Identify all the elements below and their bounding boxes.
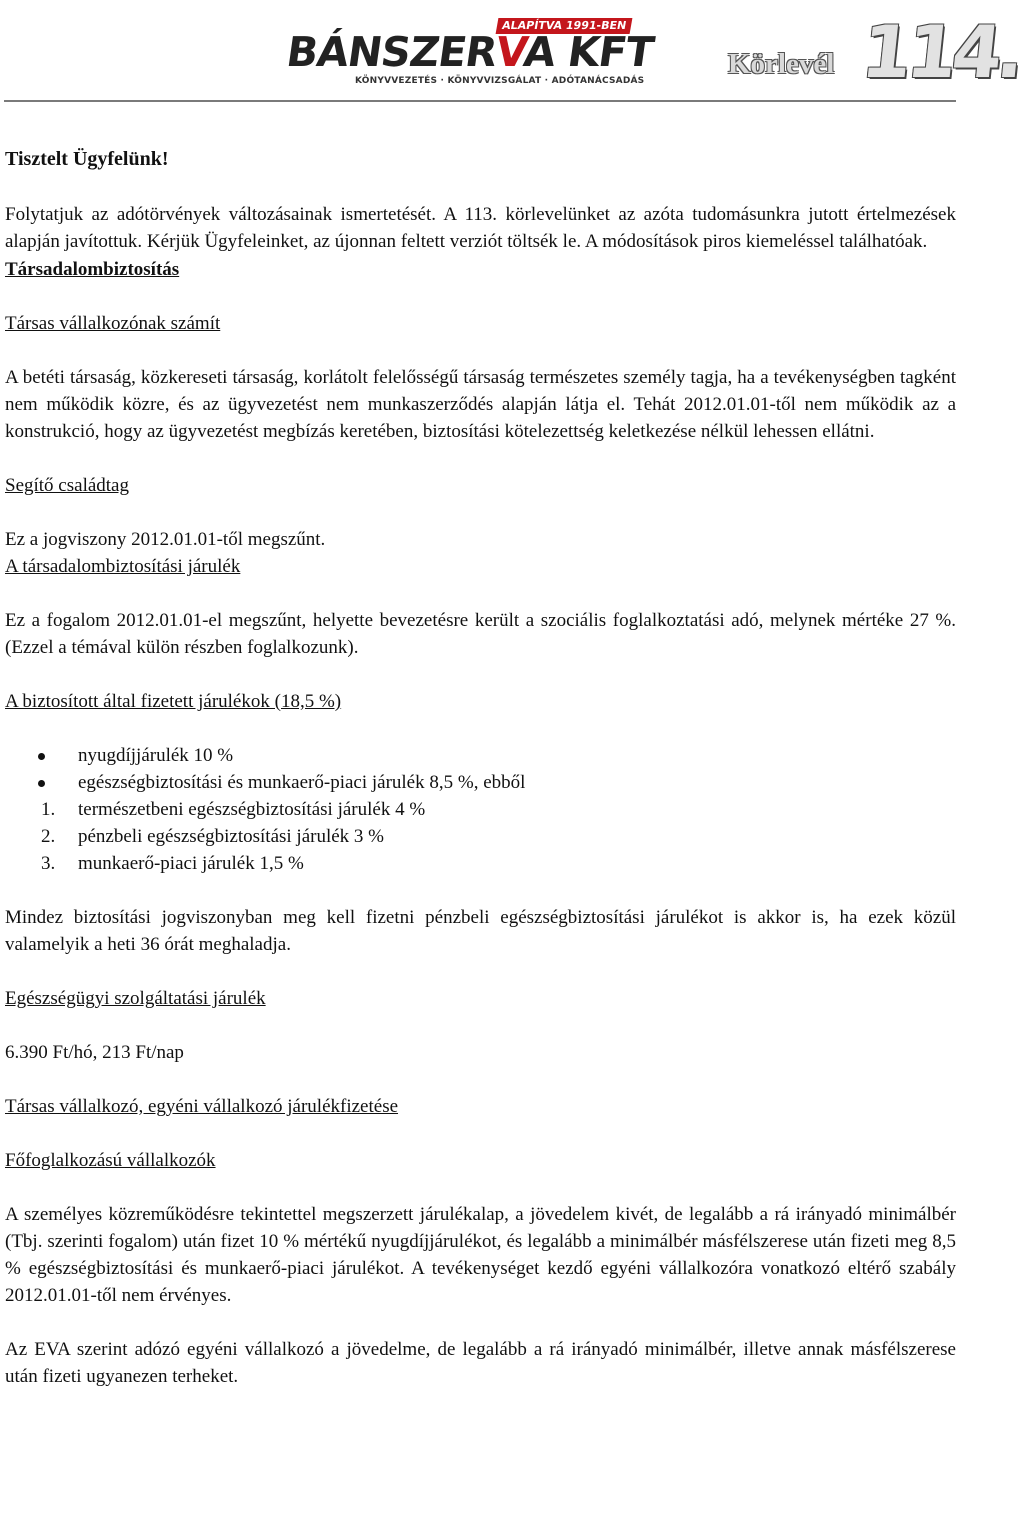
paragraph-segito: Ez a jogviszony 2012.01.01-től megszűnt. — [5, 529, 326, 550]
subheading-jarulek: A társadalombiztosítási járulék — [5, 556, 241, 577]
paragraph-tarsas: A betéti társaság, közkereseti társaság, korlátolt felelősségű társaság természetes személy tagja, ha a tevékenységben tagként nem működik közre, és az ügyvezetést nem munkaszerződés alapján látja el. Tehát 2012.01.01-től nem működik az a konstrukció, hogy az ügyvezetést megbízás keretében, biztosítási kötelezettség keletkezése nélkül lehessen ellátni. — [5, 367, 956, 442]
subheading-segito: Segítő családtag — [5, 475, 129, 496]
list-item: 2. pénzbeli egészségbiztosítási járulék 3 % — [41, 826, 385, 847]
company-logo — [283, 16, 657, 88]
paragraph-jarulek: Ez a fogalom 2012.01.01-el megszűnt, helyette bevezetésre került a szociális foglalkoztatási adó, melynek mértéke 27 %. (Ezzel a témával külön részben foglalkozunk). — [5, 610, 956, 658]
subheading-tarsas: Társas vállalkozónak számít — [5, 313, 221, 334]
logo-founded-badge: ALAPÍTVA 1991-BEN — [496, 18, 633, 34]
paragraph-eszj: 6.390 Ft/hó, 213 Ft/nap — [5, 1042, 184, 1063]
bullet-icon — [38, 780, 45, 787]
greeting: Tisztelt Ügyfelünk! — [5, 148, 169, 170]
list-item: egészségbiztosítási és munkaerő-piaci járulék 8,5 %, ebből — [5, 769, 956, 796]
section-heading-tb: Társadalombiztosítás — [5, 259, 180, 280]
intro-paragraph: Folytatjuk az adótörvények változásainak ismertetését. A 113. körlevelünket az azóta tudomásunkra jutott értelmezések alapján javítottuk. Kérjük Ügyfeleinket, az újonnan feltett verziót töltsék le. A módosítások piros kiemeléssel találhatóak. — [5, 204, 956, 252]
subheading-eszj: Egészségügyi szolgáltatási járulék — [5, 988, 266, 1009]
header-divider — [4, 100, 956, 102]
letter-body — [5, 144, 956, 1390]
paragraph-mindez: Mindez biztosítási jogviszonyban meg kell fizetni pénzbeli egészségbiztosítási járulékot is akkor is, ha ezek közül valamelyik a heti 36 órát meghaladja. — [5, 907, 956, 955]
newsletter-badge — [728, 10, 1024, 96]
newsletter-title: Körlevél — [728, 48, 835, 80]
list-item: 3. munkaerő-piaci járulék 1,5 % — [41, 853, 304, 874]
logo-company-name: BÁNSZERVA KFT — [283, 28, 657, 76]
bullet-icon — [38, 753, 45, 760]
subheading-fizetes: Társas vállalkozó, egyéni vállalkozó járulékfizetése — [5, 1096, 399, 1117]
letterhead — [0, 0, 1024, 108]
logo-tagline: KÖNYVVEZETÉS · KÖNYVVIZSGÁLAT · ADÓTANÁCSADÁS — [355, 76, 645, 86]
list-item: 1. természetbeni egészségbiztosítási járulék 4 % — [41, 799, 426, 820]
contribution-numbered-list — [5, 796, 956, 877]
newsletter-number: 114. — [857, 10, 1024, 94]
paragraph-fofoglalkozasu: A személyes közreműködésre tekintettel megszerzett járulékalap, a jövedelem kivét, de legalább a rá irányadó minimálbér (Tbj. szerinti fogalom) után fizet 10 % mértékű nyugdíjjárulékot, és legalább a minimálbér másfélszerese után fizeti meg 8,5 % egészségbiztosítási és munkaerő-piaci járulékot. A tevékenységet kezdő egyéni vállalkozóra vonatkozó eltérő szabály 2012.01.01-től nem érvényes. — [5, 1204, 956, 1306]
paragraph-eva: Az EVA szerint adózó egyéni vállalkozó a jövedelme, de legalább a rá irányadó minimálbér, illetve annak másfélszerese után fizeti ugyanezen terheket. — [5, 1339, 956, 1387]
contribution-bullet-list — [5, 742, 956, 796]
subheading-biztositott: A biztosított által fizetett járulékok (18,5 %) — [5, 691, 342, 712]
subheading-fofoglalkozasu: Főfoglalkozású vállalkozók — [5, 1150, 216, 1171]
list-item: nyugdíjjárulék 10 % — [5, 742, 956, 769]
